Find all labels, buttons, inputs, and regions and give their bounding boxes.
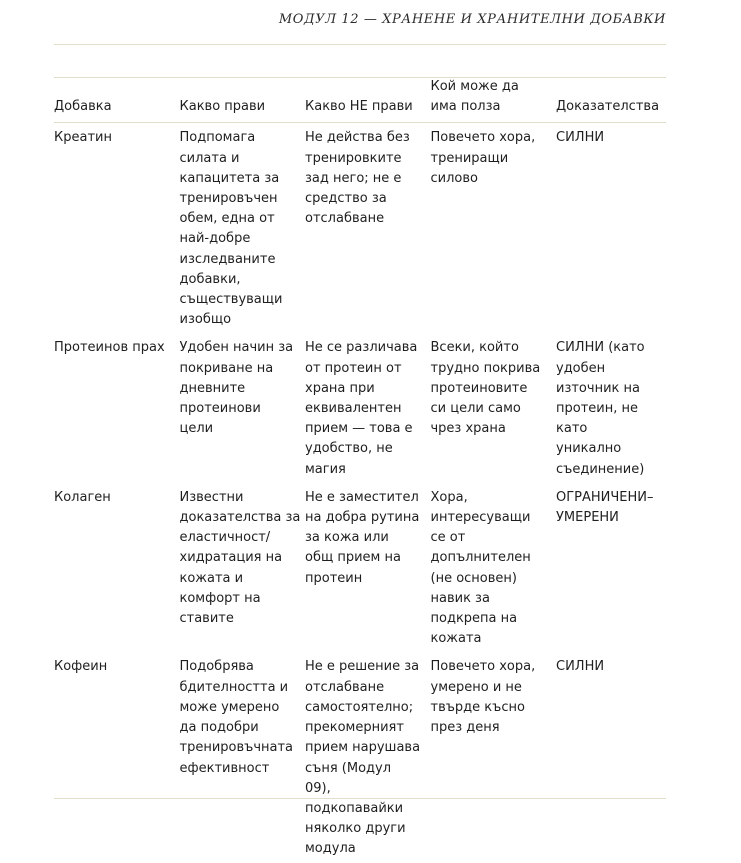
cell-does-not: [305, 483, 431, 653]
table-header-row: [54, 77, 666, 123]
header-divider: [54, 44, 666, 45]
cell-who-benefits: Повечето хора, трениращи силово: [430, 130, 536, 186]
cell-does-part: Известни доказателства за еластичност/хидратация: [179, 489, 301, 566]
cell-supplement: Кофеин: [54, 659, 108, 675]
cell-supplement: Креатин: [54, 130, 112, 146]
cell-supplement: Протеинов прах: [54, 340, 165, 356]
table-top-rule: [54, 77, 666, 78]
cell-does: Удобен начин за покриване на дневните протеинови цели: [179, 340, 294, 437]
column-header-who-benefits: Кой може да има полза: [431, 77, 557, 123]
cell-does-not: Не се различава от протеин от храна при еквивалентен прием — това е удобство, не магия: [305, 340, 418, 477]
cell-does: Подобрява бдителността и може умерено да подобри тренировъчната ефективност: [179, 659, 294, 776]
supplements-table: [54, 77, 666, 863]
running-header-title: МОДУЛ 12 — ХРАНЕНЕ И ХРАНИТЕЛНИ ДОБАВКИ: [278, 12, 666, 27]
cell-does-not: Не е решение за отслабване самостоятелно; прекомерният прием нарушава съня (Модул 09), подкопавайки няколко други модула: [305, 659, 421, 857]
cell-does-not-part: прием на протеин: [305, 550, 401, 586]
cell-who-benefits: Хора, интересуващи се от допълнителен (не основен) навик за подкрепа на кожата: [430, 489, 531, 647]
table-row: [54, 652, 666, 862]
cell-does: Подпомага силата и капацитета за тренировъчен обем, една от най-добре изследваните добавки, съществуващи изобщо: [179, 130, 283, 328]
column-header-supplement: Добавка: [54, 77, 180, 123]
cell-evidence: СИЛНИ: [556, 130, 605, 146]
cell-evidence: ОГРАНИЧЕНИ–УМЕРЕНИ: [556, 489, 654, 526]
cell-does-not-part: Не е заместител на добра рутина за кожа или общ: [305, 489, 420, 566]
table-row: [54, 123, 666, 334]
column-header-does: Какво прави: [180, 77, 306, 123]
cell-does-not: Не действа без тренировките зад него; не е средство за отслабване: [305, 130, 410, 227]
table-row: [54, 333, 666, 482]
cell-does-part: на кожата и комфорт на ставите: [179, 550, 283, 627]
column-header-evidence: Доказателства: [556, 77, 666, 123]
table-row: [54, 483, 666, 653]
cell-who-benefits: Повечето хора, умерено и не твърде късно през деня: [430, 659, 536, 736]
cell-does: [180, 483, 306, 653]
column-header-does-not: Какво НЕ прави: [305, 77, 431, 123]
cell-who-benefits: Всеки, който трудно покрива протеиновите си цели само чрез храна: [430, 340, 541, 437]
cell-evidence: СИЛНИ (като удобен източник на протеин, не като уникално съединение): [556, 340, 645, 477]
cell-evidence: СИЛНИ: [556, 659, 605, 675]
cell-supplement: Колаген: [54, 489, 111, 505]
